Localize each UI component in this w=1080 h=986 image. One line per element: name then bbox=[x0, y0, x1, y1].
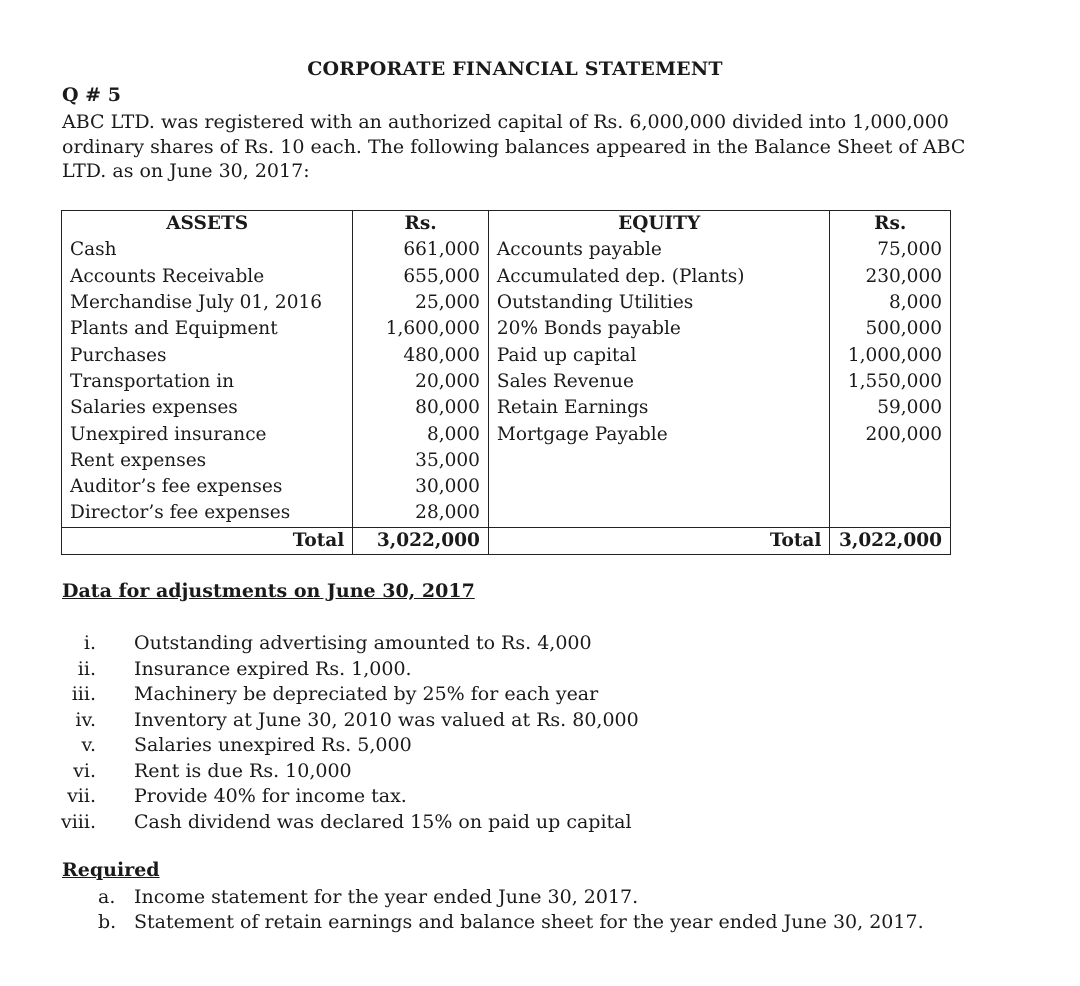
item-text: Machinery be depreciated by 25% for each year bbox=[134, 683, 599, 705]
equity-amount bbox=[830, 448, 951, 474]
equity-name: Mortgage Payable bbox=[488, 421, 830, 447]
equity-amount bbox=[830, 500, 951, 527]
adjustments-heading: Data for adjustments on June 30, 2017 bbox=[62, 580, 475, 602]
table-row bbox=[62, 395, 951, 421]
item-text: Income statement for the year ended June 30, 2017. bbox=[134, 886, 639, 908]
balance-sheet-table bbox=[61, 210, 951, 555]
asset-name: Salaries expenses bbox=[62, 395, 353, 421]
header-equity-rs: Rs. bbox=[830, 211, 951, 238]
equity-name bbox=[488, 474, 830, 500]
asset-name: Auditor’s fee expenses bbox=[62, 474, 353, 500]
item-number: i. bbox=[83, 632, 96, 654]
equity-amount: 75,000 bbox=[830, 237, 951, 263]
item-text: Cash dividend was declared 15% on paid up capital bbox=[134, 810, 632, 833]
equity-name: Sales Revenue bbox=[488, 369, 830, 395]
item-text: Statement of retain earnings and balance sheet for the year ended June 30, 2017. bbox=[134, 911, 924, 933]
asset-name: Transportation in bbox=[62, 369, 353, 395]
equity-amount bbox=[830, 474, 951, 500]
equity-name: 20% Bonds payable bbox=[488, 316, 830, 342]
equity-total-amount: 3,022,000 bbox=[830, 527, 951, 554]
item-text: Provide 40% for income tax. bbox=[134, 785, 407, 807]
required-heading: Required bbox=[62, 859, 160, 881]
asset-name: Unexpired insurance bbox=[62, 421, 353, 447]
asset-amount: 8,000 bbox=[353, 421, 489, 447]
table-row bbox=[62, 369, 951, 395]
asset-amount: 661,000 bbox=[353, 237, 489, 263]
item-number: a. bbox=[98, 886, 116, 908]
assets-total-amount: 3,022,000 bbox=[353, 527, 489, 554]
table-row bbox=[62, 448, 951, 474]
equity-name: Retain Earnings bbox=[488, 395, 830, 421]
table-row bbox=[62, 342, 951, 368]
asset-amount: 1,600,000 bbox=[353, 316, 489, 342]
item-number: vi. bbox=[73, 759, 96, 782]
item-number: b. bbox=[98, 911, 117, 933]
total-row bbox=[62, 527, 951, 554]
asset-name: Purchases bbox=[62, 342, 353, 368]
item-text: Outstanding advertising amounted to Rs. 4,000 bbox=[134, 632, 592, 654]
equity-amount: 200,000 bbox=[830, 421, 951, 447]
table-header-row bbox=[62, 211, 951, 238]
table-row bbox=[62, 264, 951, 290]
header-equity: EQUITY bbox=[488, 211, 830, 238]
table-row bbox=[62, 290, 951, 316]
asset-amount: 480,000 bbox=[353, 342, 489, 368]
item-number: viii. bbox=[60, 810, 96, 833]
table-row bbox=[62, 316, 951, 342]
asset-name: Accounts Receivable bbox=[62, 264, 353, 290]
header-assets: ASSETS bbox=[62, 211, 353, 238]
equity-amount: 230,000 bbox=[830, 264, 951, 290]
equity-amount: 59,000 bbox=[830, 395, 951, 421]
question-intro: ABC LTD. was registered with an authorized capital of Rs. 6,000,000 divided into 1,000,000 ordinary shares of Rs. 10 each. The following balances appeared in the Balance Sheet of ABC LTD. as on June 30, 2017: bbox=[62, 111, 966, 182]
equity-amount: 500,000 bbox=[830, 316, 951, 342]
page-title: CORPORATE FINANCIAL STATEMENT bbox=[307, 58, 723, 80]
equity-name: Accounts payable bbox=[488, 237, 830, 263]
item-number: v. bbox=[81, 734, 96, 756]
item-number: iii. bbox=[71, 683, 96, 705]
asset-name: Merchandise July 01, 2016 bbox=[62, 290, 353, 316]
equity-amount: 8,000 bbox=[830, 290, 951, 316]
asset-amount: 25,000 bbox=[353, 290, 489, 316]
asset-amount: 20,000 bbox=[353, 369, 489, 395]
asset-amount: 30,000 bbox=[353, 474, 489, 500]
item-number: iv. bbox=[75, 708, 96, 731]
asset-name: Plants and Equipment bbox=[62, 316, 353, 342]
table-row bbox=[62, 500, 951, 527]
equity-amount: 1,550,000 bbox=[830, 369, 951, 395]
equity-total-label: Total bbox=[488, 527, 830, 554]
question-number: Q # 5 bbox=[62, 84, 121, 106]
asset-name: Director’s fee expenses bbox=[62, 500, 353, 527]
table-row bbox=[62, 421, 951, 447]
asset-amount: 35,000 bbox=[353, 448, 489, 474]
item-number: ii. bbox=[77, 657, 96, 680]
item-text: Salaries unexpired Rs. 5,000 bbox=[134, 734, 412, 756]
asset-amount: 80,000 bbox=[353, 395, 489, 421]
header-assets-rs: Rs. bbox=[353, 211, 489, 238]
item-text: Rent is due Rs. 10,000 bbox=[134, 759, 352, 782]
asset-amount: 655,000 bbox=[353, 264, 489, 290]
equity-amount: 1,000,000 bbox=[830, 342, 951, 368]
equity-name: Accumulated dep. (Plants) bbox=[488, 264, 830, 290]
equity-name: Outstanding Utilities bbox=[488, 290, 830, 316]
equity-name bbox=[488, 500, 830, 527]
item-text: Insurance expired Rs. 1,000. bbox=[134, 657, 412, 680]
equity-name: Paid up capital bbox=[488, 342, 830, 368]
item-text: Inventory at June 30, 2010 was valued at Rs. 80,000 bbox=[134, 708, 639, 731]
table-row bbox=[62, 237, 951, 263]
assets-total-label: Total bbox=[62, 527, 353, 554]
equity-name bbox=[488, 448, 830, 474]
table-row bbox=[62, 474, 951, 500]
item-number: vii. bbox=[67, 785, 96, 807]
asset-name: Cash bbox=[62, 237, 353, 263]
asset-name: Rent expenses bbox=[62, 448, 353, 474]
asset-amount: 28,000 bbox=[353, 500, 489, 527]
